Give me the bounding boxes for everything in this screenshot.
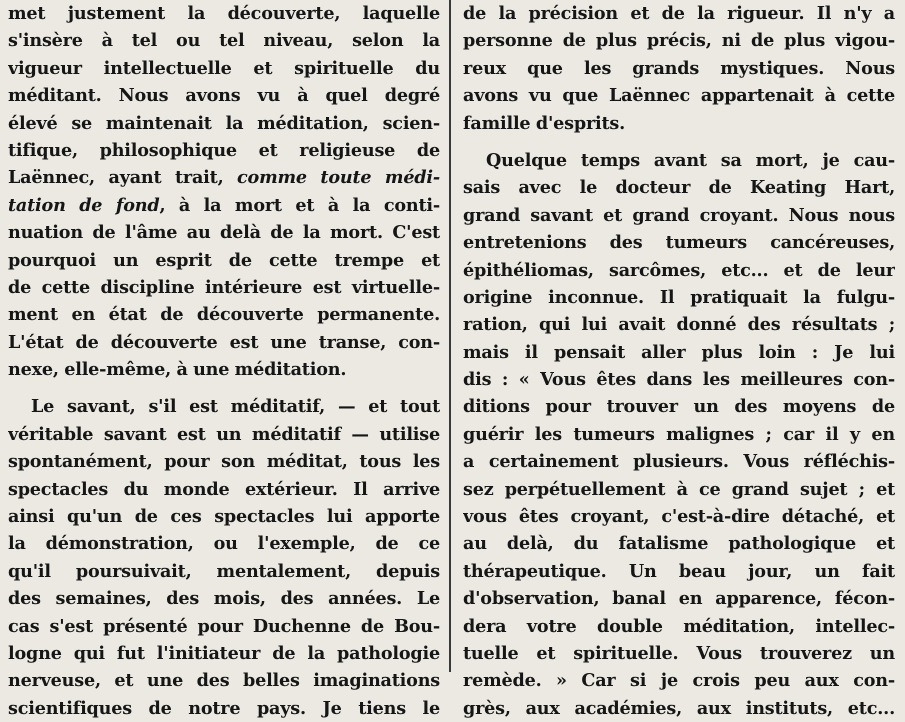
column-divider: [449, 0, 451, 672]
right-column: [463, 0, 895, 722]
paragraph-gap: [463, 137, 895, 147]
italic-text: tation de fond: [8, 194, 160, 216]
paragraph-right-2: [463, 147, 895, 722]
text-line: met justement la découverte, laquelle: [8, 3, 440, 24]
text-line: [8, 192, 440, 219]
text-line: famille d'esprits.: [463, 112, 626, 134]
text-line: tuelle et spirituelle. Vous trouverez un: [463, 642, 895, 664]
text-line: épithéliomas, sarcômes, etc... et de leur: [463, 259, 895, 281]
text-line: d'observation, banal en apparence, fécon-: [463, 588, 895, 610]
paragraph-left-1: [8, 0, 440, 383]
text-line: thérapeutique. Un beau jour, un fait: [463, 560, 895, 582]
text-line: pourquoi un esprit de cette trempe et: [8, 249, 440, 271]
paragraph-right-1: [463, 0, 895, 137]
text-line: véritable savant est un méditatif — utilise: [8, 423, 440, 445]
text-line: origine inconnue. Il pratiquait la fulgu-: [463, 286, 895, 308]
text-line: Le savant, s'il est méditatif, — et tout: [31, 396, 440, 418]
text-line: mais il pensait aller plus loin : Je lui: [463, 341, 895, 363]
text-line: ration, qui lui avait donné des résultats ;: [463, 314, 895, 336]
text-line: scientifiques de notre pays. Je tiens le: [8, 697, 440, 719]
text-line: dis : « Vous êtes dans les meilleures con-: [463, 369, 895, 391]
text-line: grand savant et grand croyant. Nous nous: [463, 204, 895, 226]
text-line: dera votre double méditation, intellec-: [463, 615, 895, 637]
text-line: vous êtes croyant, c'est-à-dire détaché, et: [463, 506, 895, 528]
text-line: cas s'est présenté pour Duchenne de Bou-: [8, 615, 440, 637]
text-line: s'insère à tel ou tel niveau, selon la: [8, 30, 440, 52]
text-line: avons vu que Laënnec appartenait à cette: [463, 85, 895, 107]
text-line: reux que les grands mystiques. Nous: [463, 57, 895, 79]
text-line: tifique, philosophique et religieuse de: [8, 139, 440, 161]
text-line: L'état de découverte est une transe, con-: [8, 331, 440, 353]
text-line: ditions pour trouver un des moyens de: [463, 396, 895, 418]
text-line: sais avec le docteur de Keating Hart,: [463, 177, 895, 199]
text-line: spectacles du monde extérieur. Il arrive: [8, 478, 440, 500]
text-line: méditant. Nous avons vu à quel degré: [8, 85, 440, 107]
text-line: guérir les tumeurs malignes ; car il y en: [463, 423, 895, 445]
text-line: sez perpétuellement à ce grand sujet ; et: [463, 478, 895, 500]
text-line: [8, 164, 440, 191]
left-column: [8, 0, 440, 722]
text-line: spontanément, pour son méditat, tous les: [8, 451, 440, 473]
text-line: Quelque temps avant sa mort, je cau-: [486, 149, 895, 171]
text-line: la démonstration, ou l'exemple, de ce: [8, 533, 440, 555]
paragraph-left-2: [8, 393, 440, 722]
text-line: élevé se maintenait la méditation, scien-: [8, 112, 440, 134]
text-line: qu'il poursuivait, mentalement, depuis: [8, 560, 440, 582]
text-line: de cette discipline intérieure est virtuelle-: [8, 276, 440, 298]
text-line: entretenions des tumeurs cancéreuses,: [463, 232, 895, 254]
text-line: a certainement plusieurs. Vous réfléchis-: [463, 451, 895, 473]
paragraph-gap: [8, 383, 440, 393]
text-run: Laënnec, ayant trait,: [8, 167, 238, 189]
text-line: grès, aux académies, aux instituts, etc...: [463, 697, 895, 719]
text-line: nexe, elle-même, à une méditation.: [8, 359, 347, 381]
text-line: remède. » Car si je crois peu aux con-: [463, 670, 895, 692]
text-line: vigueur intellectuelle et spirituelle du: [8, 57, 440, 79]
text-line: nuation de l'âme au delà de la mort. C'est: [8, 222, 440, 244]
text-run: , à la mort et à la conti-: [159, 194, 440, 216]
text-line: ment en état de découverte permanente.: [8, 304, 440, 326]
text-line: au delà, du fatalisme pathologique et: [463, 533, 895, 555]
text-line: de la précision et de la rigueur. Il n'y a: [463, 3, 895, 24]
text-line: nerveuse, et une des belles imaginations: [8, 670, 440, 692]
text-line: des semaines, des mois, des années. Le: [8, 588, 440, 610]
text-line: ainsi qu'un de ces spectacles lui apporte: [8, 506, 440, 528]
text-line: personne de plus précis, ni de plus vigou-: [463, 30, 895, 52]
italic-text: comme toute médi-: [237, 167, 440, 189]
text-line: logne qui fut l'initiateur de la pathologie: [8, 642, 440, 664]
